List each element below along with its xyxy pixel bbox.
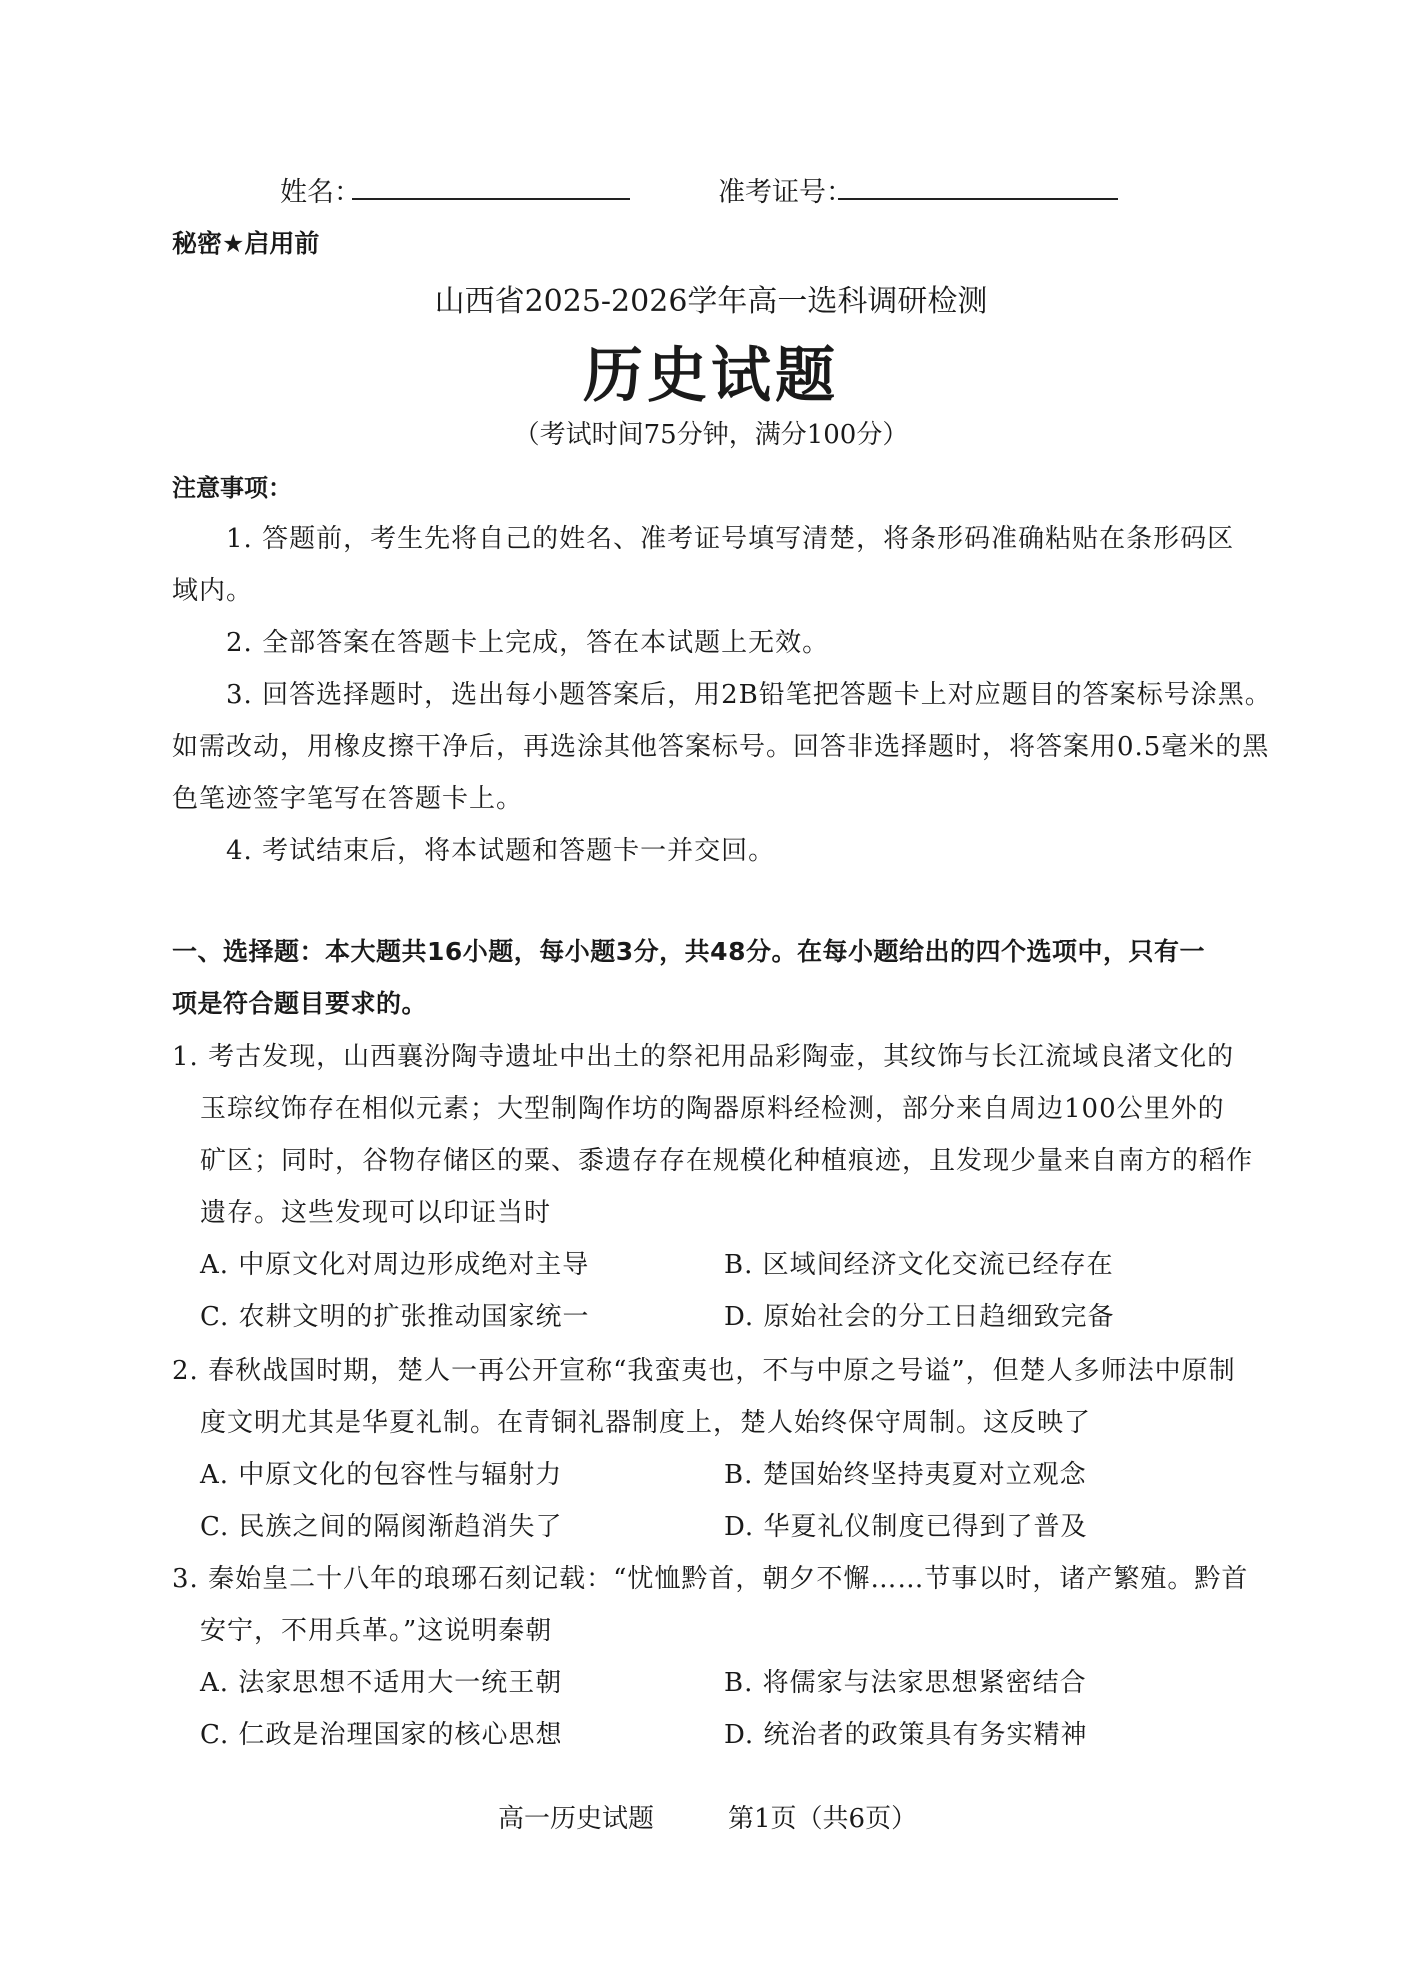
note-line: 2. 全部答案在答题卡上完成，答在本试题上无效。	[226, 628, 830, 658]
option-a[interactable]: A. 中原文化对周边形成绝对主导	[200, 1250, 590, 1280]
confidential-mark: 秘密★启用前	[172, 229, 320, 258]
option-c[interactable]: C. 仁政是治理国家的核心思想	[200, 1720, 563, 1750]
section-heading: 项是符合题目要求的。	[172, 989, 428, 1018]
exam-id-blank-line[interactable]	[838, 198, 1118, 200]
note-line: 3. 回答选择题时，选出每小题答案后，用2B铅笔把答题卡上对应题目的答案标号涂黑。	[226, 680, 1272, 710]
notes-heading: 注意事项：	[172, 474, 292, 502]
note-line: 如需改动，用橡皮擦干净后，再选涂其他答案标号。回答非选择题时，将答案用0.5毫米的黑	[172, 732, 1270, 762]
option-d[interactable]: D. 原始社会的分工日趋细致完备	[724, 1302, 1115, 1332]
name-label: 姓名：	[280, 177, 361, 208]
exam-id-label: 准考证号：	[718, 177, 853, 208]
question-line: 安宁，不用兵革。”这说明秦朝	[200, 1616, 553, 1646]
question-line: 2. 春秋战国时期，楚人一再公开宣称“我蛮夷也，不与中原之号谥”，但楚人多师法中原制	[172, 1356, 1236, 1386]
option-d[interactable]: D. 统治者的政策具有务实精神	[724, 1720, 1088, 1750]
option-b[interactable]: B. 区域间经济文化交流已经存在	[724, 1250, 1114, 1280]
question-line: 矿区；同时，谷物存储区的粟、黍遗存存在规模化种植痕迹，且发现少量来自南方的稻作	[200, 1146, 1254, 1176]
option-a[interactable]: A. 法家思想不适用大一统王朝	[200, 1668, 563, 1698]
option-c[interactable]: C. 民族之间的隔阂渐趋消失了	[200, 1512, 563, 1542]
name-blank-line[interactable]	[352, 198, 630, 200]
note-line: 色笔迹签字笔写在答题卡上。	[172, 784, 524, 814]
footer-subject: 高一历史试题	[498, 1804, 655, 1834]
note-line: 4. 考试结束后，将本试题和答题卡一并交回。	[226, 836, 776, 866]
footer-page-number: 第1页（共6页）	[728, 1804, 918, 1834]
question-line: 遗存。这些发现可以印证当时	[200, 1198, 552, 1228]
exam-duration: （考试时间75分钟，满分100分）	[513, 420, 909, 450]
exam-title: 历史试题	[583, 341, 839, 411]
option-c[interactable]: C. 农耕文明的扩张推动国家统一	[200, 1302, 590, 1332]
option-b[interactable]: B. 楚国始终坚持夷夏对立观念	[724, 1460, 1087, 1490]
question-line: 1. 考古发现，山西襄汾陶寺遗址中出土的祭祀用品彩陶壶，其纹饰与长江流域良渚文化的	[172, 1042, 1235, 1072]
option-a[interactable]: A. 中原文化的包容性与辐射力	[200, 1460, 563, 1490]
question-line: 3. 秦始皇二十八年的琅琊石刻记载：“忧恤黔首，朝夕不懈……节事以时，诸产繁殖。黔首	[172, 1564, 1249, 1594]
question-line: 玉琮纹饰存在相似元素；大型制陶作坊的陶器原料经检测，部分来自周边100公里外的	[200, 1094, 1225, 1124]
option-d[interactable]: D. 华夏礼仪制度已得到了普及	[724, 1512, 1088, 1542]
question-line: 度文明尤其是华夏礼制。在青铜礼器制度上，楚人始终保守周制。这反映了	[200, 1408, 1092, 1438]
note-line: 域内。	[172, 576, 254, 606]
note-line: 1. 答题前，考生先将自己的姓名、准考证号填写清楚，将条形码准确粘贴在条形码区	[226, 524, 1235, 554]
exam-subtitle: 山西省2025-2026学年高一选科调研检测	[434, 284, 988, 319]
section-heading: 一、选择题：本大题共16小题，每小题3分，共48分。在每小题给出的四个选项中，只有一	[172, 937, 1205, 966]
option-b[interactable]: B. 将儒家与法家思想紧密结合	[724, 1668, 1087, 1698]
